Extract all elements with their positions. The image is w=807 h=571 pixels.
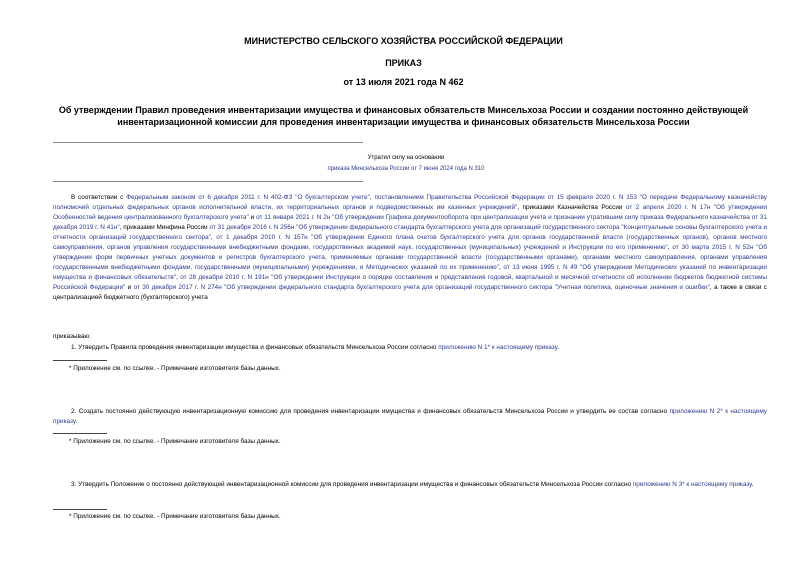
- order-item-1: [53, 343, 767, 353]
- order-item-3: [53, 480, 767, 490]
- footnote-1: * Приложение см. по ссылке. - Примечание изготовителя базы данных.: [69, 365, 281, 372]
- document-type: ПРИКАЗ: [385, 58, 422, 68]
- preamble-text: ,: [369, 194, 375, 201]
- preamble-law-link[interactable]: от 28 декабря 2010 г. N 191н "Об утверждении Инструкции о порядке составления и представления годовой, квартальной и месячной отчетности об исполнении бюджетов бюджетной системы Российской Федерации": [53, 274, 767, 292]
- preamble-text: и: [125, 284, 134, 292]
- item-2-end: .: [75, 418, 78, 425]
- preamble-law-link[interactable]: постановлением Правительства Российской Федерации от 15 февраля 2020 г. N 153 "О передаче Федеральному казначейству полномочий отдельных федеральных органов исполнительной власти, их территориальных органов и подведомственных им казенных учреждений": [53, 194, 767, 212]
- order-phrase: приказываю:: [53, 333, 91, 340]
- item-3-end: .: [751, 481, 754, 488]
- preamble-text: ,: [667, 244, 673, 252]
- preamble-text: В соответствии с: [71, 194, 127, 201]
- ministry-name: МИНИСТЕРСТВО СЕЛЬСКОГО ХОЗЯЙСТВА РОССИЙСКОЙ ФЕДЕРАЦИИ: [244, 36, 563, 46]
- preamble-law-link[interactable]: от 1 декабря 2010 г. N 157н "Об утверждении Единого плана счетов бухгалтерского учета для органов государственной власти (государственных органов), органов местного самоуправления, органов управления государственными внебюджетными фондами, государственных академий наук, государственных (муниципальных) учреждений и Инструкции по его применению": [53, 234, 768, 252]
- document-date-number: от 13 июля 2021 года N 462: [343, 77, 464, 87]
- item-3-text: 3. Утвердить Положение о постоянно действующей инвентаризационной комиссии для проведения инвентаризации имущества и финансовых обязательств Минсельхоза России согласно: [71, 481, 633, 488]
- preamble-text: , а также в связи с централизацией бюджетного (бухгалтерского) учета: [53, 284, 768, 302]
- divider-bottom: [53, 181, 363, 182]
- item-1-text: 1. Утвердить Правила проведения инвентаризации имущества и финансовых обязательств Минсельхоза России согласно: [71, 344, 439, 351]
- status-note: Утратил силу на основании: [367, 155, 445, 161]
- preamble-law-link[interactable]: от 11 января 2021 г. N 2н "Об утверждении Графика документооборота при централизации учета и признании утратившим силу приказа Федерального казначейства от 31 декабря 2019 г. N 41н": [53, 214, 767, 232]
- preamble-law-link[interactable]: от 13 июня 1995 г. N 49 "Об утверждении Методических указаний по инвентаризации имущества и финансовых обязательств": [53, 264, 767, 282]
- appendix-1-link[interactable]: приложению N 1* к настоящему приказу: [438, 344, 558, 351]
- preamble-text: и: [248, 214, 257, 222]
- appendix-2-link[interactable]: приложению N 2* к настоящему приказу: [53, 408, 767, 425]
- preamble-law-link[interactable]: от 30 декабря 2017 г. N 274н "Об утверждении федерального стандарта бухгалтерского учета для организаций государственного сектора "Учетная политика, оценочные значения и ошибки": [133, 284, 710, 292]
- preamble-law-link[interactable]: от 30 марта 2015 г. N 52н "Об утверждении форм первичных учетных документов и регистров бухгалтерского учета, применяемых органами государственной власти (государственными органами), органами местного самоуправления, органами управления государственными внебюджетными фондами, государственными (муниципальными) учреждениями, и Методических указаний по их применению": [53, 244, 767, 272]
- preamble-text: ,: [498, 264, 504, 272]
- item-2-text: 2. Создать постоянно действующую инвентаризационную комиссию для проведения инвентаризации имущества и финансовых обязательств Минсельхоза России и утвердить ее состав согласно: [71, 408, 670, 415]
- appendix-3-link[interactable]: приложению N 3* к настоящему приказу: [632, 481, 752, 488]
- footnote-3: * Приложение см. по ссылке. - Примечание изготовителя базы данных.: [69, 513, 281, 520]
- order-item-2: [53, 407, 767, 427]
- preamble-law-link[interactable]: Федеральным законом от 6 декабря 2011 г. N 402-ФЗ "О бухгалтерском учете": [126, 194, 370, 201]
- footnote-2: * Приложение см. по ссылке. - Примечание изготовителя базы данных.: [69, 438, 281, 445]
- preamble-law-link[interactable]: от 2 апреля 2020 г. N 17н "Об утверждении Особенностей ведения централизованного бухгалтерского учета": [53, 204, 767, 222]
- preamble-text: ,: [210, 234, 217, 242]
- preamble-law-link[interactable]: от 31 декабря 2016 г. N 256н "Об утверждении федерального стандарта бухгалтерского учета для организаций государственного сектора "Концептуальные основы бухгалтерского учета и отчетности организаций государственного сектора": [53, 224, 768, 242]
- preamble-text: , приказами Казначейства России: [517, 204, 626, 212]
- divider-top: [53, 142, 363, 143]
- status-link-wrap: [300, 164, 512, 175]
- document-title: Об утверждении Правил проведения инвентаризации имущества и финансовых обязательств Минсельхоза России и создании постоянно действующей инвентаризационной комиссии для проведения инвентаризации имущества и финансовых обязательств Минсельхоза России: [58, 105, 749, 127]
- repeal-order-link[interactable]: приказа Минсельхоза России от 7 июня 2024 года N 310: [327, 166, 485, 172]
- preamble-paragraph: [53, 193, 767, 304]
- preamble-text: , приказами Минфина России: [119, 224, 210, 232]
- footnote-rule: [53, 509, 107, 510]
- footnote-rule: [53, 433, 107, 434]
- footnote-rule: [53, 360, 107, 361]
- preamble-text: ,: [176, 274, 181, 282]
- item-1-end: .: [557, 344, 559, 351]
